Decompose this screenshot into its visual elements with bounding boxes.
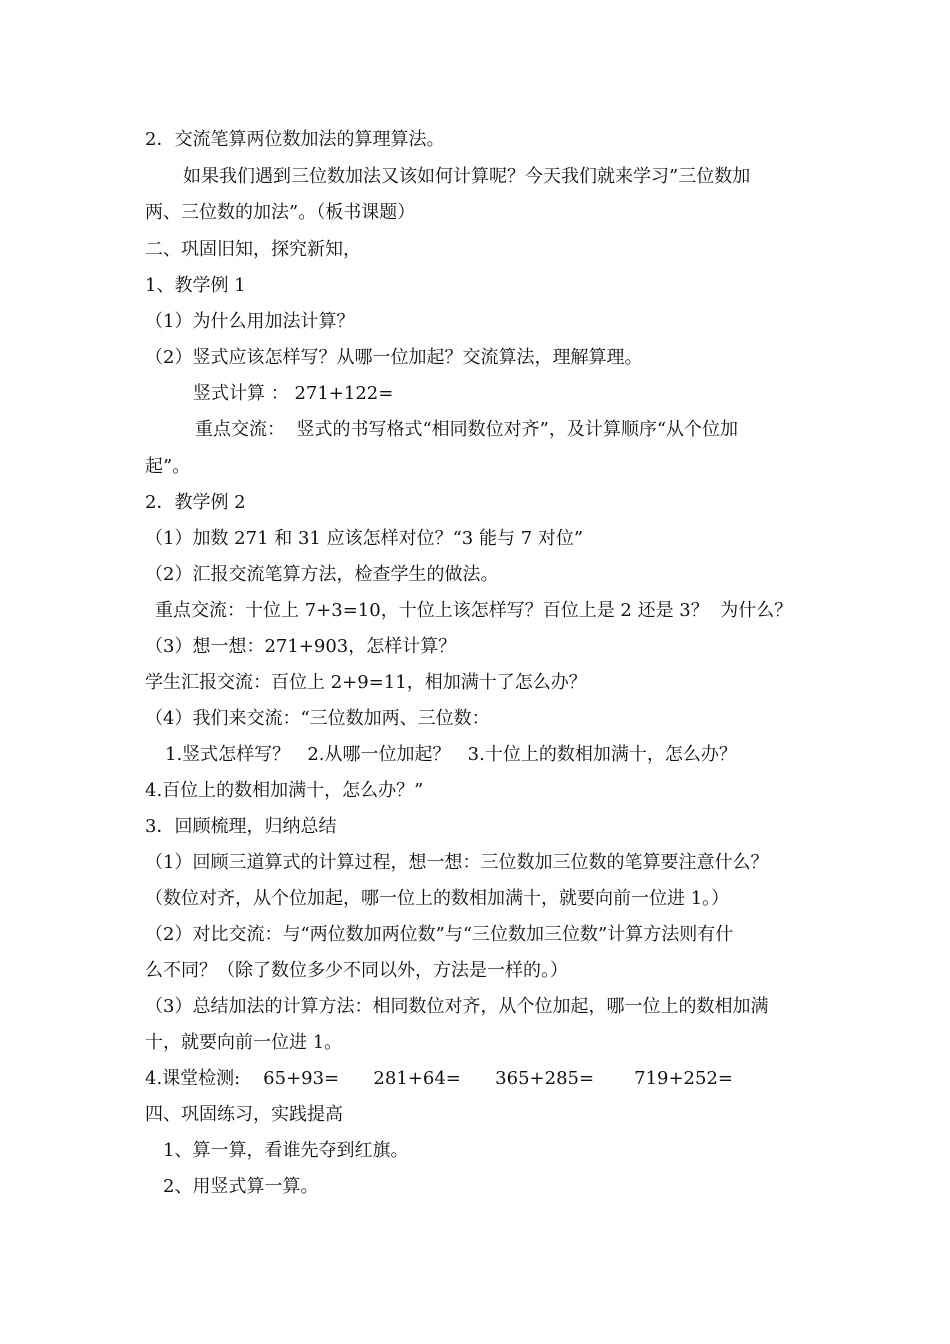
text-line-22: （数位对齐，从个位加起，哪一位上的数相加满十，就要向前一位进 1。） bbox=[145, 888, 730, 909]
text-line-27: 4.课堂检测: 65+93= 281+64= 365+285= 719+252= bbox=[145, 1068, 733, 1089]
text-line-23: （2）对比交流：与“两位数加两位数”与“三位数加三位数”计算方法则有什 bbox=[145, 924, 734, 945]
text-line-1: 2．交流笔算两位数加法的算理算法。 bbox=[145, 129, 445, 150]
text-line-5: 1、教学例 1 bbox=[145, 275, 246, 296]
text-line-21: （1）回顾三道算式的计算过程，想一想：三位数加三位数的笔算要注意什么？ bbox=[145, 852, 769, 873]
text-line-18: 1.竖式怎样写？ 2.从哪一位加起？ 3.十位上的数相加满十，怎么办？ bbox=[165, 744, 737, 765]
text-line-7: （2）竖式应该怎样写？从哪一位加起？交流算法，理解算理。 bbox=[145, 347, 643, 368]
text-line-9: 重点交流： 竖式的书写格式“相同数位对齐”，及计算顺序“从个位加 bbox=[195, 419, 739, 440]
text-line-16: 学生汇报交流：百位上 2+9=11，相加满十了怎么办？ bbox=[145, 672, 587, 693]
text-line-12: （1）加数 271 和 31 应该怎样对位？“3 能与 7 对位” bbox=[145, 528, 584, 549]
text-line-2: 如果我们遇到三位数加法又该如何计算呢？今天我们就来学习”三位数加 bbox=[183, 166, 751, 187]
section-heading-2: 二、巩固旧知，探究新知， bbox=[145, 239, 361, 260]
text-line-8: 竖式计算 ： 271+122= bbox=[193, 383, 394, 404]
text-line-6: （1）为什么用加法计算？ bbox=[145, 311, 355, 332]
text-line-3: 两、三位数的加法”。（板书课题） bbox=[145, 202, 416, 223]
text-line-11: 2．教学例 2 bbox=[145, 492, 246, 513]
text-line-19: 4.百位上的数相加满十，怎么办？” bbox=[145, 780, 424, 801]
text-line-13: （2）汇报交流笔算方法，检查学生的做法。 bbox=[145, 564, 499, 585]
text-line-20: 3．回顾梳理，归纳总结 bbox=[145, 816, 337, 837]
text-line-29: 1、算一算，看谁先夺到红旗。 bbox=[163, 1140, 409, 1161]
section-heading-4: 四、巩固练习，实践提高 bbox=[145, 1104, 343, 1125]
text-line-25: （3）总结加法的计算方法：相同数位对齐，从个位加起，哪一位上的数相加满 bbox=[145, 996, 769, 1017]
text-line-30: 2、用竖式算一算。 bbox=[163, 1176, 319, 1197]
text-line-24: 么不同？（除了数位多少不同以外，方法是一样的。） bbox=[145, 960, 568, 981]
text-line-10: 起”。 bbox=[145, 456, 191, 477]
text-line-14: 重点交流：十位上 7+3=10，十位上该怎样写？百位上是 2 还是 3？ 为什么？ bbox=[155, 600, 793, 621]
text-line-17: （4）我们来交流：“三位数加两、三位数： bbox=[145, 708, 490, 729]
text-line-15: （3）想一想：271+903，怎样计算？ bbox=[145, 636, 457, 657]
text-line-26: 十，就要向前一位进 1。 bbox=[145, 1032, 343, 1053]
